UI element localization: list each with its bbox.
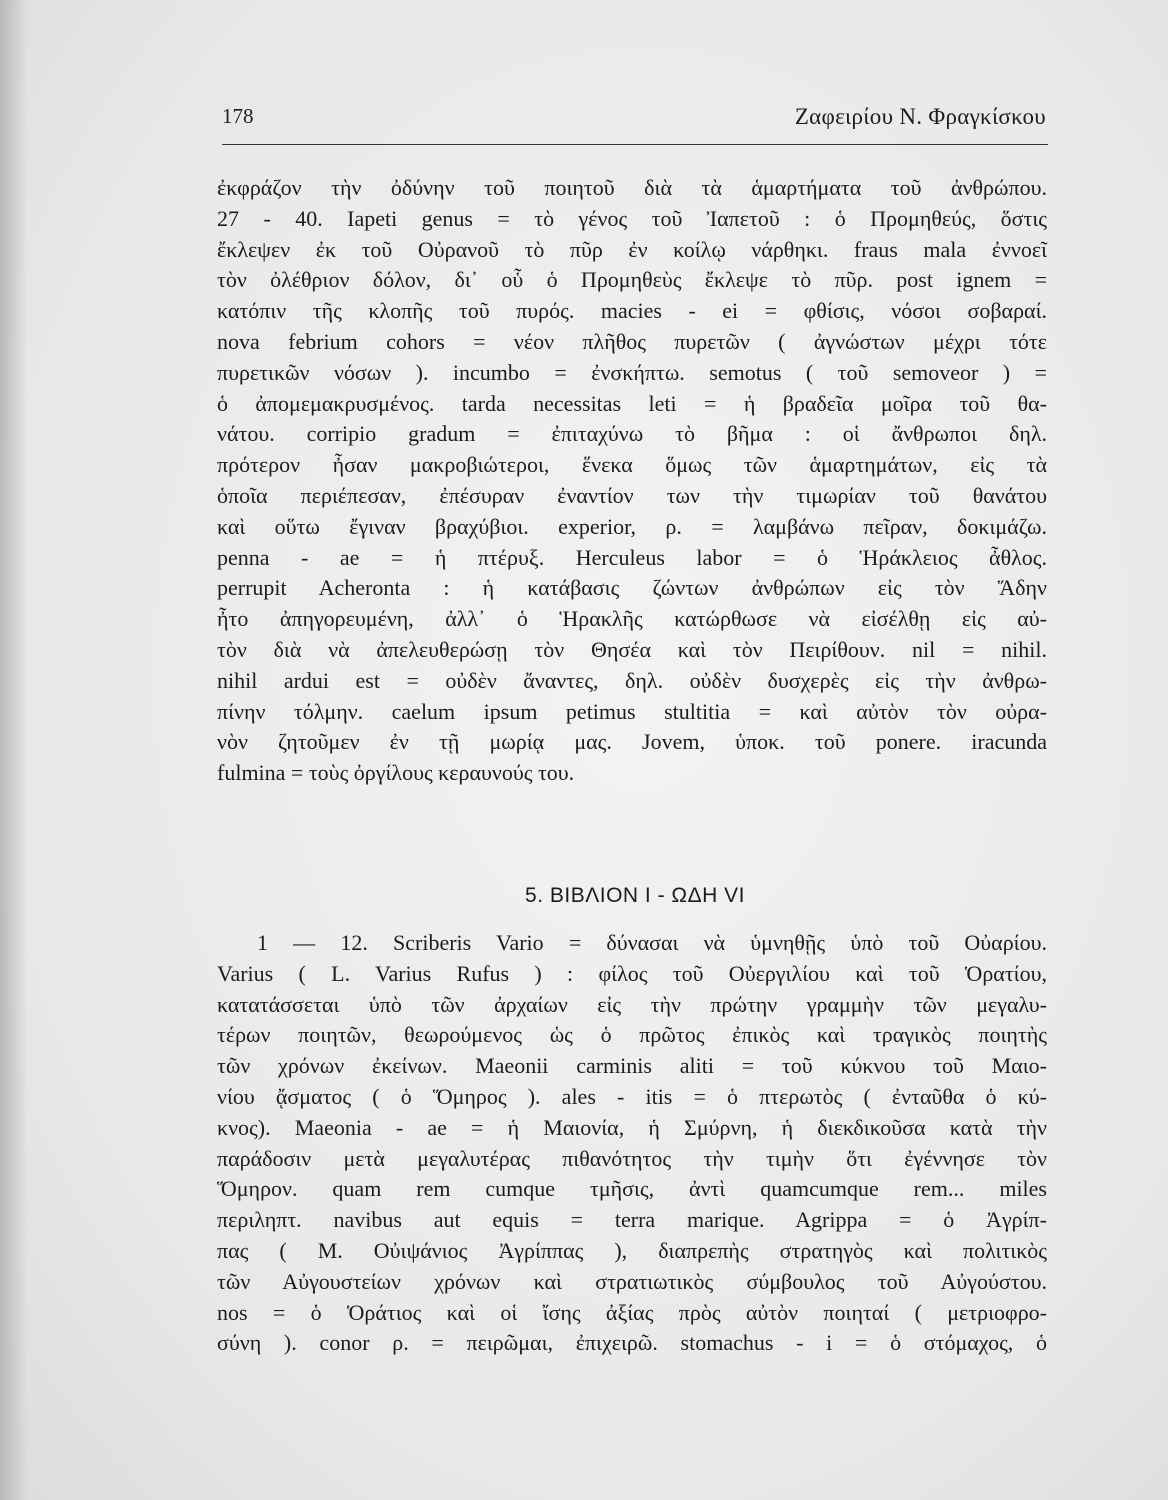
text-line: nihil ardui est = οὐδὲν ἄναντες, δηλ. οὐδὲν δυσχερὲς εἰς τὴν ἀνθρω-	[217, 667, 1047, 693]
page-header	[222, 98, 1048, 145]
text-line: τῶν χρόνων ἐκείνων. Maeonii carminis aliti = τοῦ κύκνου τοῦ Μαιο-	[217, 1053, 1047, 1079]
text-line: Varius ( L. Varius Rufus ) : φίλος τοῦ Οὐεργιλίου καὶ τοῦ Ὁρατίου,	[217, 960, 1047, 986]
commentary-block-1	[217, 173, 1047, 789]
text-line: ὁ ἀπομεμακρυσμένος. tarda necessitas leti = ἡ βραδεῖα μοῖρα τοῦ θα-	[217, 390, 1047, 416]
text-line: πυρετικῶν νόσων ). incumbo = ἐνσκήπτω. semotus ( τοῦ semoveor ) =	[217, 359, 1047, 385]
text-line: nova febrium cohors = νέον πλῆθος πυρετῶν ( ἀγνώστων μέχρι τότε	[217, 328, 1047, 354]
text-line: περιληπτ. navibus aut equis = terra marique. Agrippa = ὁ Ἀγρίπ-	[217, 1207, 1047, 1233]
text-line: τὸν διὰ νὰ ἀπελευθερώσῃ τὸν Θησέα καὶ τὸν Πειρίθουν. nil = nihil.	[217, 636, 1047, 662]
page-shadow-edge	[0, 0, 28, 1500]
text-line: ἦτο ἀπηγορευμένη, ἀλλ᾽ ὁ Ἡρακλῆς κατώρθωσε νὰ εἰσέλθῃ εἰς αὐ-	[217, 606, 1047, 632]
text-line: πίνην τόλμην. caelum ipsum petimus stultitia = καὶ αὐτὸν τὸν οὐρα-	[217, 698, 1047, 724]
text-line: fulmina = τοὺς ὀργίλους κεραυνούς του.	[217, 760, 575, 786]
text-line: ἐκφράζον τὴν ὀδύνην τοῦ ποιητοῦ διὰ τὰ ἁμαρτήματα τοῦ ἀνθρώπου.	[217, 175, 1047, 200]
text-line: σύνη ). conor ρ. = πειρῶμαι, ἐπιχειρῶ. stomachus - i = ὁ στόμαχος, ὁ	[217, 1330, 1047, 1356]
text-line: πας ( M. Οὐιψάνιος Ἀγρίππας ), διαπρεπὴς στρατηγὸς καὶ πολιτικὸς	[217, 1237, 1047, 1263]
text-line: τέρων ποιητῶν, θεωρούμενος ὡς ὁ πρῶτος ἐπικὸς καὶ τραγικὸς ποιητὴς	[217, 1022, 1047, 1048]
text-line: τὸν ὀλέθριον δόλον, δι᾽ οὗ ὁ Προμηθεὺς ἔκλεψε τὸ πῦρ. post ignem =	[217, 267, 1047, 293]
text-line: nos = ὁ Ὁράτιος καὶ οἱ ἴσης ἀξίας πρὸς αὐτὸν ποιηταί ( μετριοφρο-	[217, 1299, 1047, 1325]
text-line: κνος). Maeonia - ae = ἡ Μαιονία, ἡ Σμύρνη, ἡ διεκδικοῦσα κατὰ τὴν	[217, 1114, 1047, 1140]
text-line: ὁποῖα περιέπεσαν, ἐπέσυραν ἐναντίον των τὴν τιμωρίαν τοῦ θανάτου	[217, 482, 1047, 508]
text-line: κατατάσσεται ὑπὸ τῶν ἀρχαίων εἰς τὴν πρώτην γραμμὴν τῶν μεγαλυ-	[217, 991, 1047, 1017]
text-line: Ὅμηρον. quam rem cumque τμῆσις, ἀντὶ quamcumque rem... miles	[217, 1176, 1047, 1202]
text-line: νάτου. corripio gradum = ἐπιταχύνω τὸ βῆμα : οἱ ἄνθρωποι δηλ.	[217, 421, 1047, 447]
running-head: Ζαφειρίου Ν. Φραγκίσκου	[794, 104, 1046, 129]
text-line: penna - ae = ἡ πτέρυξ. Herculeus labor = ὁ Ἡράκλειος ἆθλος.	[217, 544, 1047, 570]
text-line: καὶ οὕτω ἔγιναν βραχύβιοι. experior, ρ. = λαμβάνω πεῖραν, δοκιμάζω.	[217, 513, 1047, 539]
page-number: 178	[222, 104, 254, 128]
text-line: τῶν Αὐγουστείων χρόνων καὶ στρατιωτικὸς σύμβουλος τοῦ Αὐγούστου.	[217, 1268, 1047, 1294]
text-line: perrupit Acheronta : ἡ κατάβασις ζώντων ἀνθρώπων εἰς τὸν Ἅδην	[217, 575, 1047, 601]
text-line: 1 — 12. Scriberis Vario = δύνασαι νὰ ὑμνηθῇς ὑπὸ τοῦ Οὐαρίου.	[257, 930, 1047, 955]
text-line: παράδοσιν μετὰ μεγαλυτέρας πιθανότητος τὴν τιμὴν ὅτι ἐγέννησε τὸν	[217, 1145, 1047, 1171]
text-line: νὸν ζητοῦμεν ἐν τῇ μωρίᾳ μας. Jovem, ὑποκ. τοῦ ponere. iracunda	[217, 729, 1047, 755]
text-line: κατόπιν τῆς κλοπῆς τοῦ πυρός. macies - ei = φθίσις, νόσοι σοβαραί.	[217, 298, 1047, 324]
text-line: ἔκλεψεν ἐκ τοῦ Οὐρανοῦ τὸ πῦρ ἐν κοίλῳ νάρθηκι. fraus mala ἐννοεῖ	[217, 236, 1047, 262]
text-line: 27 - 40. Iapeti genus = τὸ γένος τοῦ Ἰαπετοῦ : ὁ Προμηθεύς, ὅστις	[217, 205, 1047, 231]
commentary-block-2	[217, 928, 1047, 1359]
text-line: πρότερον ἦσαν μακροβιώτεροι, ἕνεκα ὅμως τῶν ἁμαρτημάτων, εἰς τὰ	[217, 452, 1047, 478]
text-line: νίου ᾄσματος ( ὁ Ὅμηρος ). ales - itis = ὁ πτερωτὸς ( ἐνταῦθα ὁ κύ-	[217, 1083, 1047, 1109]
section-heading: 5. ΒΙΒΛΙΟΝ Ι - ΩΔΗ VI	[525, 884, 745, 907]
